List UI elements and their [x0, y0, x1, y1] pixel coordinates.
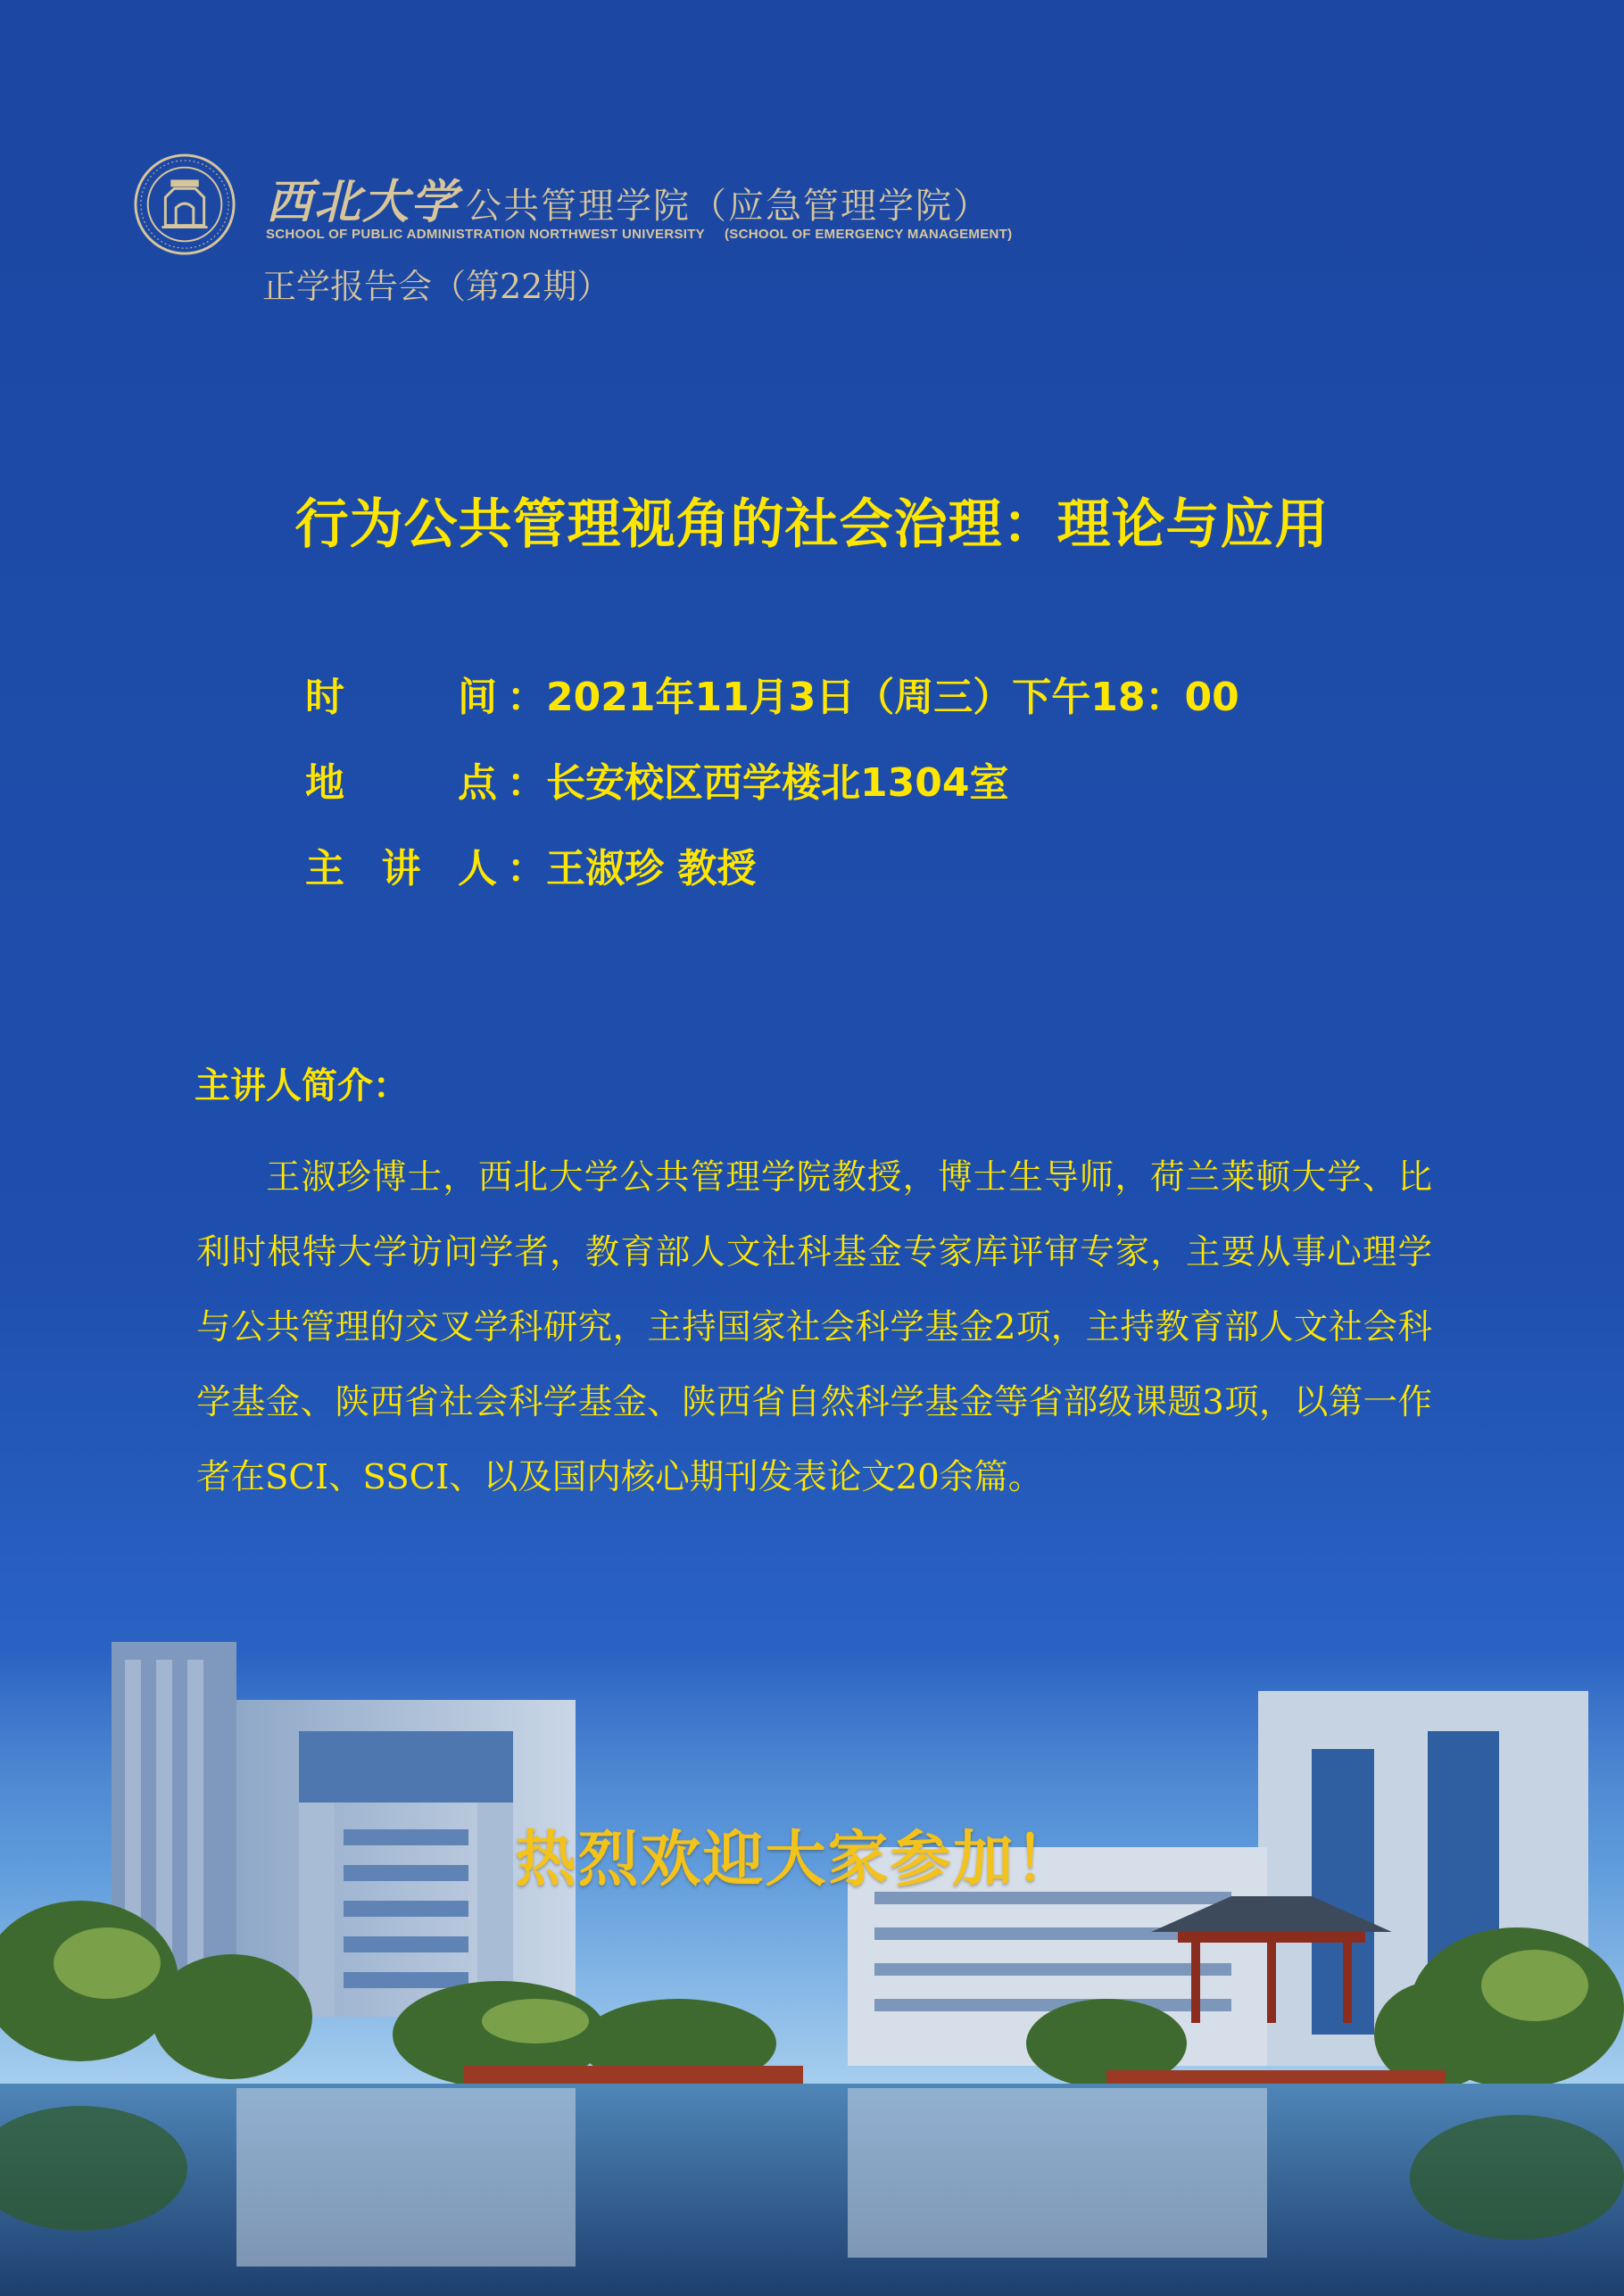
label-char: 地: [305, 760, 344, 806]
label-char: 点: [458, 760, 497, 806]
bio-text: 王淑珍博士，西北大学公共管理学院教授，博士生导师，荷兰莱顿大学、比利时根特大学访问学者，教育部人文社科基金专家库评审专家，主要从事心理学与公共管理的交叉学科研究，主持国家社会科学基金2项，主持教育部人文社会科学基金、陕西省社会科学基金、陕西省自然科学基金等省部级课题3项，以第一作者在SCI、SSCI、以及国内核心期刊发表论文20余篇。: [196, 1157, 1432, 1497]
location-value: 长安校区西学楼北1304室: [546, 760, 1009, 806]
bridge: [464, 2066, 803, 2084]
label-colon: ：: [507, 846, 546, 891]
info-row-location: [305, 750, 1239, 836]
event-info: [305, 665, 1239, 922]
english-wordmark: [266, 227, 1012, 242]
speaker-value: 王淑珍 教授: [546, 846, 757, 891]
info-label: [305, 836, 546, 893]
university-wordmark: [266, 164, 990, 231]
lecture-series: 正学报告会（第22期）: [262, 267, 611, 306]
time-value: 2021年11月3日（周三）下午18：00: [546, 675, 1239, 720]
info-label: [305, 665, 546, 722]
label-char: 人: [458, 846, 497, 891]
label-char: 讲: [381, 846, 421, 891]
university-name: 西北大学: [266, 175, 460, 229]
label-char: 间: [458, 675, 497, 720]
lecture-title: 行为公共管理视角的社会治理：理论与应用: [294, 493, 1330, 556]
campus-photo: [0, 1624, 1624, 2296]
welcome-message: 热烈欢迎大家参加！: [515, 1825, 1078, 1895]
info-label: [305, 750, 546, 808]
college-name: 公共管理学院（应急管理学院）: [466, 186, 991, 227]
label-colon: ：: [507, 760, 546, 806]
label-colon: ：: [507, 675, 546, 720]
info-row-time: [305, 665, 1239, 750]
info-row-speaker: [305, 836, 1239, 922]
university-seal-icon: [132, 152, 237, 257]
label-char: 主: [305, 846, 344, 891]
english-name: SCHOOL OF PUBLIC ADMINISTRATION NORTHWEST UNIVERSITY: [266, 227, 705, 242]
bio-heading: 主讲人简介：: [195, 1065, 409, 1107]
english-subname: (SCHOOL OF EMERGENCY MANAGEMENT): [725, 227, 1013, 242]
label-char: 时: [305, 675, 344, 720]
